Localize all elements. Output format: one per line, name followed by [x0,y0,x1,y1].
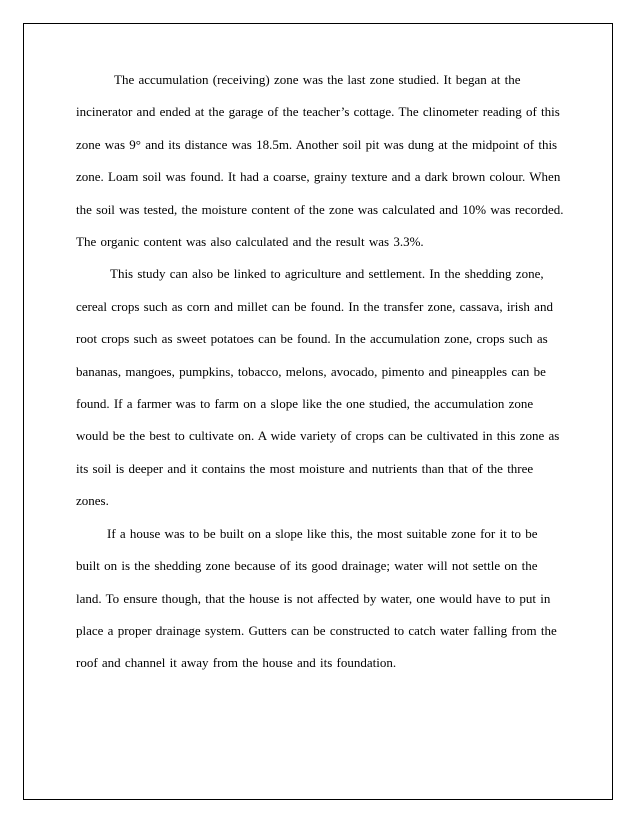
document-body [76,64,564,680]
paragraph-house-building: If a house was to be built on a slope like this, the most suitable zone for it to be built on is the shedding zone because of its good drainage; water will not settle on the land. To ensure though, that the house is not affected by water, one would have to put in place a proper drainage system. Gutters can be constructed to catch water falling from the roof and channel it away from the house and its foundation. [76,525,557,671]
paragraph-accumulation-zone: The accumulation (receiving) zone was the last zone studied. It began at the incinerator and ended at the garage of the teacher’s cottage. The clinometer reading of this zone was 9° and its distance was 18.5m. Another soil pit was dung at the midpoint of this zone. Loam soil was found. It had a coarse, grainy texture and a dark brown colour. When the soil was tested, the moisture content of the zone was calculated and 10% was recorded. The organic content was also calculated and the result was 3.3%. [76,72,564,250]
paragraph-agriculture-settlement: This study can also be linked to agriculture and settlement. In the shedding zone, cereal crops such as corn and millet can be found. In the transfer zone, cassava, irish and root crops such as sweet potatoes can be found. In the accumulation zone, crops such as bananas, mangoes, pumpkins, tobacco, melons, avocado, pimento and pineapples can be found. If a farmer was to farm on a slope like the one studied, the accumulation zone would be the best to cultivate on. A wide variety of crops can be cultivated in this zone as its soil is deeper and it contains the most moisture and nutrients than that of the three zones. [76,266,560,509]
